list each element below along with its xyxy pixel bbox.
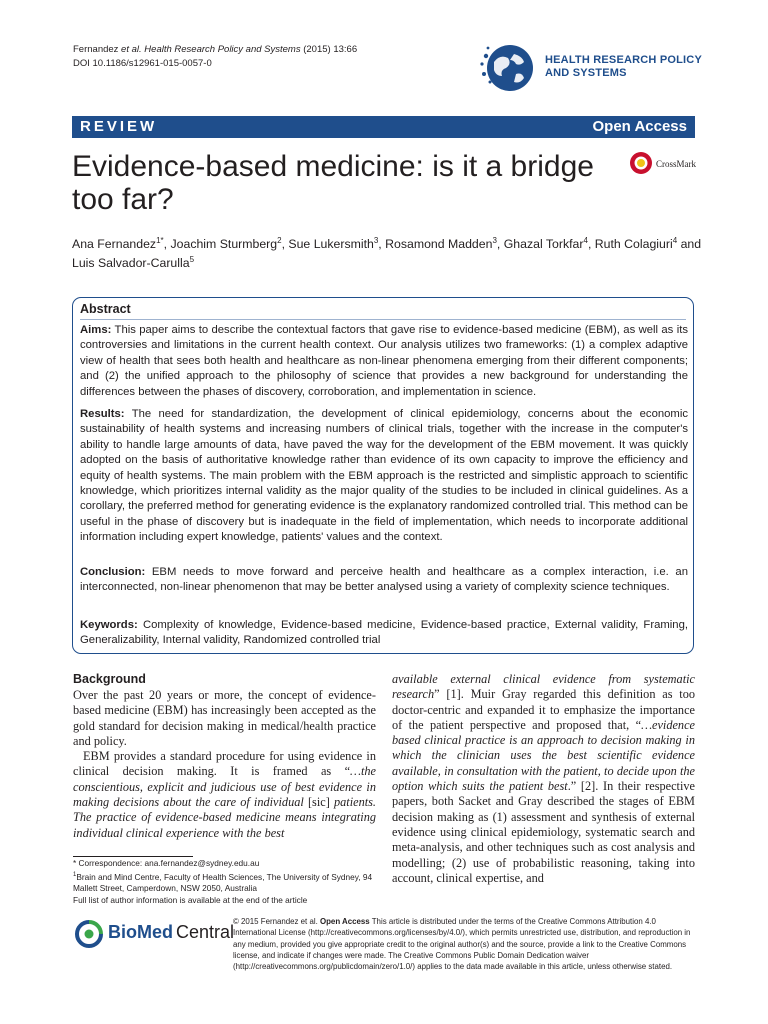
results-label: Results: <box>80 408 125 420</box>
abstract-results <box>80 407 688 546</box>
journal-name-line1: HEALTH RESEARCH POLICY <box>545 54 702 66</box>
citation-line: Fernandez et al. Health Research Policy and Systems (2015) 13:66 <box>73 44 358 55</box>
crossmark-label[interactable]: CrossMark <box>656 159 696 169</box>
biomed-logo-text: BioMed <box>108 922 173 942</box>
abstract-conclusion <box>80 565 688 596</box>
body-paragraph: Over the past 20 years or more, the concept of evidence-based medicine (EBM) has increasingly been accepted as the gold standard for decision making in medical/health practice and policy. <box>73 688 376 748</box>
license-statement: © 2015 Fernandez et al. Open Access This article is distributed under the terms of the Creative Commons Attribution 4.0 International License (http://creativecommons.org/licenses/by/4.0/), which permits unrestricted use, distribution, and reproduction in any medium, provided you give appropriate credit to the original author(s) and the source, provide a link to the Creative Commons license, and indicate if changes were made. The Creative Commons Public Domain Dedication waiver (http://creativecommons.org/publicdomain/zero/1.0/) applies to the data made available in this article, unless otherwise stated. <box>233 917 691 972</box>
author-info-note: Full list of author information is available at the end of the article <box>73 894 308 905</box>
aims-text: This paper aims to describe the contextual factors that gave rise to evidence-based medicine (EBM), as well as its controversies and limitations in the current health context. Our analysis utilizes two frameworks: (1) a complex adaptive view of health that sees both health and healthcare as non-linear phenomena emerging from their different components; and (2) the unified approach to the philosophy of science that provides a new background for understanding the differences between the phases of discovery, corroboration, and implementation in science. <box>80 324 688 398</box>
body-column-right: available external clinical evidence from systematic research” [1]. Muir Gray regarded this definition as too doctor-centric and expanded it to emphasize the importance of the patient perspective and proposed that, “…evidence based clinical practice is an approach to decision making in which the clinician uses the best scientific evidence available, in consultation with the patient, to decide upon the option which suits the patient best.” [2]. In their respective papers, both Sacket and Gray described the stages of EBM decision making as (1) assessment and synthesis of external evidence using clinical epidemiology, systematic search and meta-analysis, and other techniques such as cost analysis and modelling; (2) use of probabilistic reasoning, taking into account, clinical expertise, and <box>392 672 695 885</box>
conclusion-label: Conclusion: <box>80 566 146 578</box>
article-title: Evidence-based medicine: is it a bridge too far? <box>72 150 594 216</box>
citation-header <box>73 43 357 71</box>
abstract-aims <box>80 323 688 400</box>
abstract-heading: Abstract <box>80 302 131 316</box>
open-access-label: Open Access <box>592 118 687 135</box>
results-text: The need for standardization, the development of clinical epidemiology, concerns about the economic sustainability of health systems and increasing numbers of clinical trials, together with the increase in the computer's ability to handle large amounts of data, have paved the way for the development of the EBM movement. It was quickly adopted on the basis of authoritative knowledge rather than evidence of its own capacity to improve the efficiency and equity of health systems. The main problem with the EBM approach is the restricted and simplistic approach to scientific knowledge, which prioritizes internal validity as the major quality of the studies to be included in clinical guidelines. As a corollary, the preferred method for generating evidence is the explanatory randomized controlled trial. This method can be useful in the phase of discovery but is inadequate in the field of implementation, which needs to incorporate additional information including expert knowledge, patients' values and the context. <box>80 408 688 544</box>
section-heading-background: Background <box>73 672 146 686</box>
conclusion-text: EBM needs to move forward and perceive health and healthcare as a complex interaction, i.e. an interconnected, non-linear phenomenon that may be better analysed using a variety of complexity science techniques. <box>80 566 688 594</box>
journal-name <box>545 54 702 80</box>
article-type-label: REVIEW <box>80 118 158 135</box>
article-type-banner <box>72 116 695 138</box>
biomed-central-logo-icon <box>73 920 105 948</box>
journal-name-line2: AND SYSTEMS <box>545 67 627 79</box>
body-paragraph: EBM provides a standard procedure for using evidence in clinical decision making. It is framed as “…the conscientious, explicit and judicious use of best evidence in making decisions about the care of individual [sic] patients. The practice of evidence-based medicine means integrating individual clinical experience with the best <box>73 749 376 840</box>
aims-label: Aims: <box>80 324 112 336</box>
abstract-keywords <box>80 618 688 649</box>
footnote-divider <box>73 856 193 857</box>
author-list: Ana Fernandez$^{1*}$, Joachim Sturmberg$^2$, Sue Lukersmith$^3$, Rosamond Madden$^3$, Ghazal Torkfar$^4$, Ruth Colagiuri$^4$ and Luis Salvador-Carulla$^5$ <box>72 236 702 271</box>
central-logo-text: Central <box>176 922 235 942</box>
keywords-label: Keywords: <box>80 619 138 631</box>
correspondence-note: * Correspondence: ana.fernandez@sydney.edu.au <box>73 858 260 868</box>
footnotes <box>73 858 378 906</box>
doi: DOI 10.1186/s12961-015-0057-0 <box>73 58 212 69</box>
affiliation-note: $^1$Brain and Mind Centre, Faculty of Health Sciences, The University of Sydney, 94 Mallett Street, Camperdown, NSW 2050, Australia <box>73 871 373 893</box>
keywords-text: Complexity of knowledge, Evidence-based medicine, Evidence-based practice, External validity, Framing, Generalizability, Internal validity, Randomized controlled trial <box>80 619 688 647</box>
body-column-left <box>73 688 376 841</box>
abstract-divider <box>80 319 686 320</box>
